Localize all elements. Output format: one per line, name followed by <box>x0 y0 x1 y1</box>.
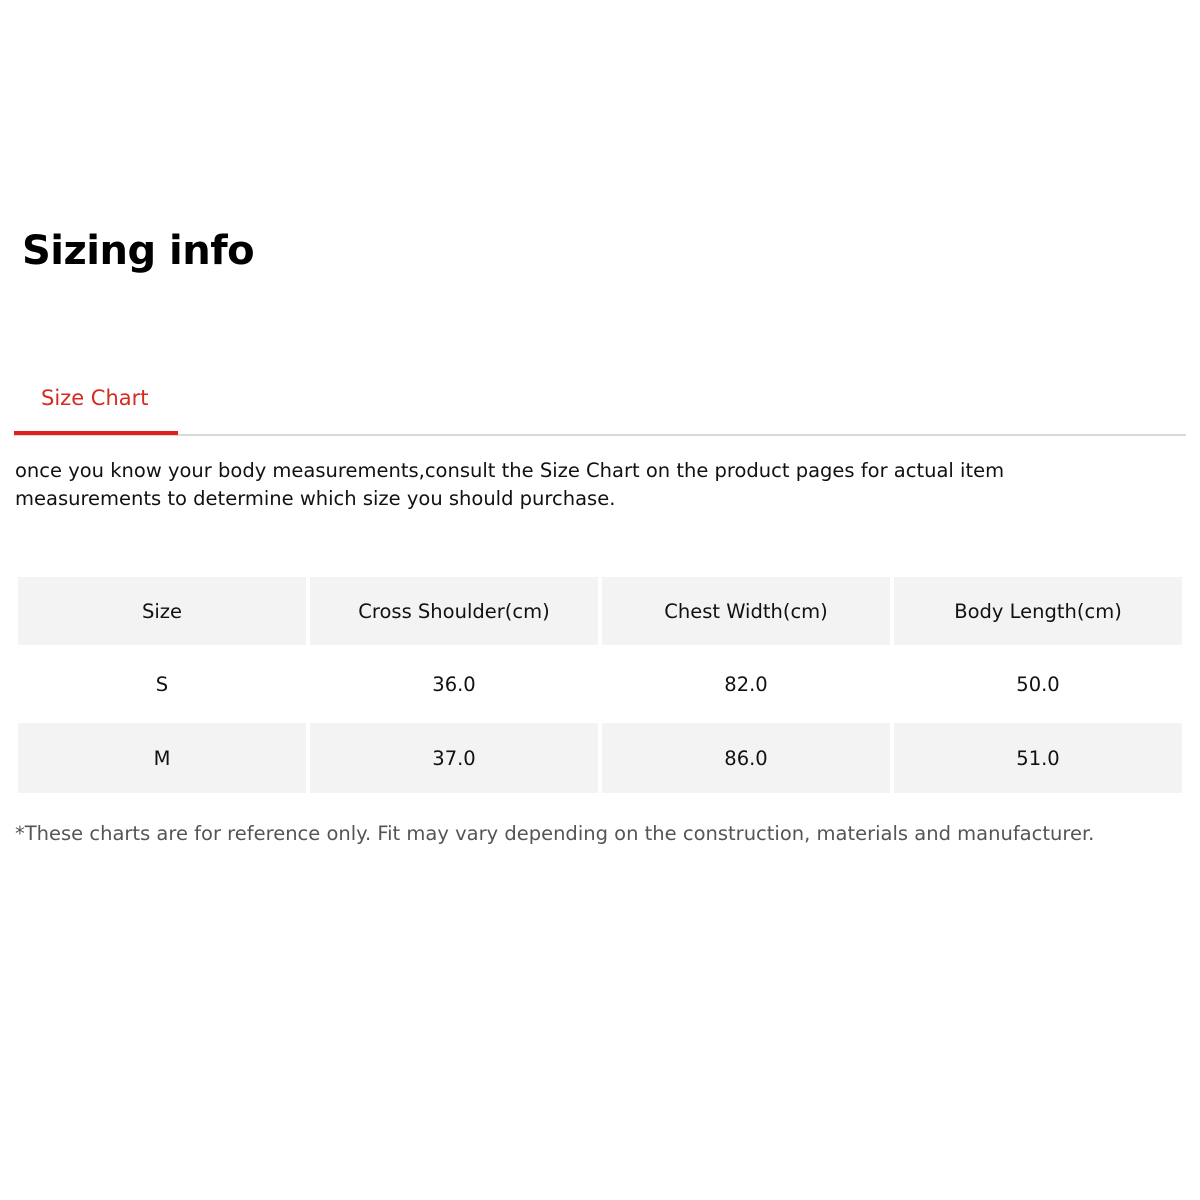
tab-size-chart[interactable] <box>14 376 178 432</box>
table-row <box>18 649 1182 719</box>
disclaimer-footnote: *These charts are for reference only. Fit may vary depending on the construction, materials and manufacturer. <box>15 822 1095 845</box>
header-body-length: Body Length(cm) <box>894 577 1182 645</box>
header-chest-width: Chest Width(cm) <box>602 577 890 645</box>
cell-body-length: 51.0 <box>894 723 1182 793</box>
header-cross-shoulder: Cross Shoulder(cm) <box>310 577 598 645</box>
cell-size: M <box>18 723 306 793</box>
header-size: Size <box>18 577 306 645</box>
tab-size-chart-label: Size Chart <box>41 386 149 410</box>
size-chart-table <box>14 573 1186 797</box>
cell-cross-shoulder: 37.0 <box>310 723 598 793</box>
table-header-row <box>18 577 1182 645</box>
cell-size: S <box>155 672 169 696</box>
table-row <box>18 723 1182 793</box>
tab-bar <box>14 376 1186 436</box>
cell-body-length: 50.0 <box>1016 672 1060 696</box>
active-tab-indicator <box>14 431 178 435</box>
cell-cross-shoulder: 36.0 <box>432 672 476 696</box>
cell-chest-width: 86.0 <box>602 723 890 793</box>
intro-text: once you know your body measurements,consult the Size Chart on the product pages for actual item measurements to determine which size you should purchase. <box>15 459 1005 510</box>
page-title: Sizing info <box>22 228 255 274</box>
cell-chest-width: 82.0 <box>724 672 768 696</box>
